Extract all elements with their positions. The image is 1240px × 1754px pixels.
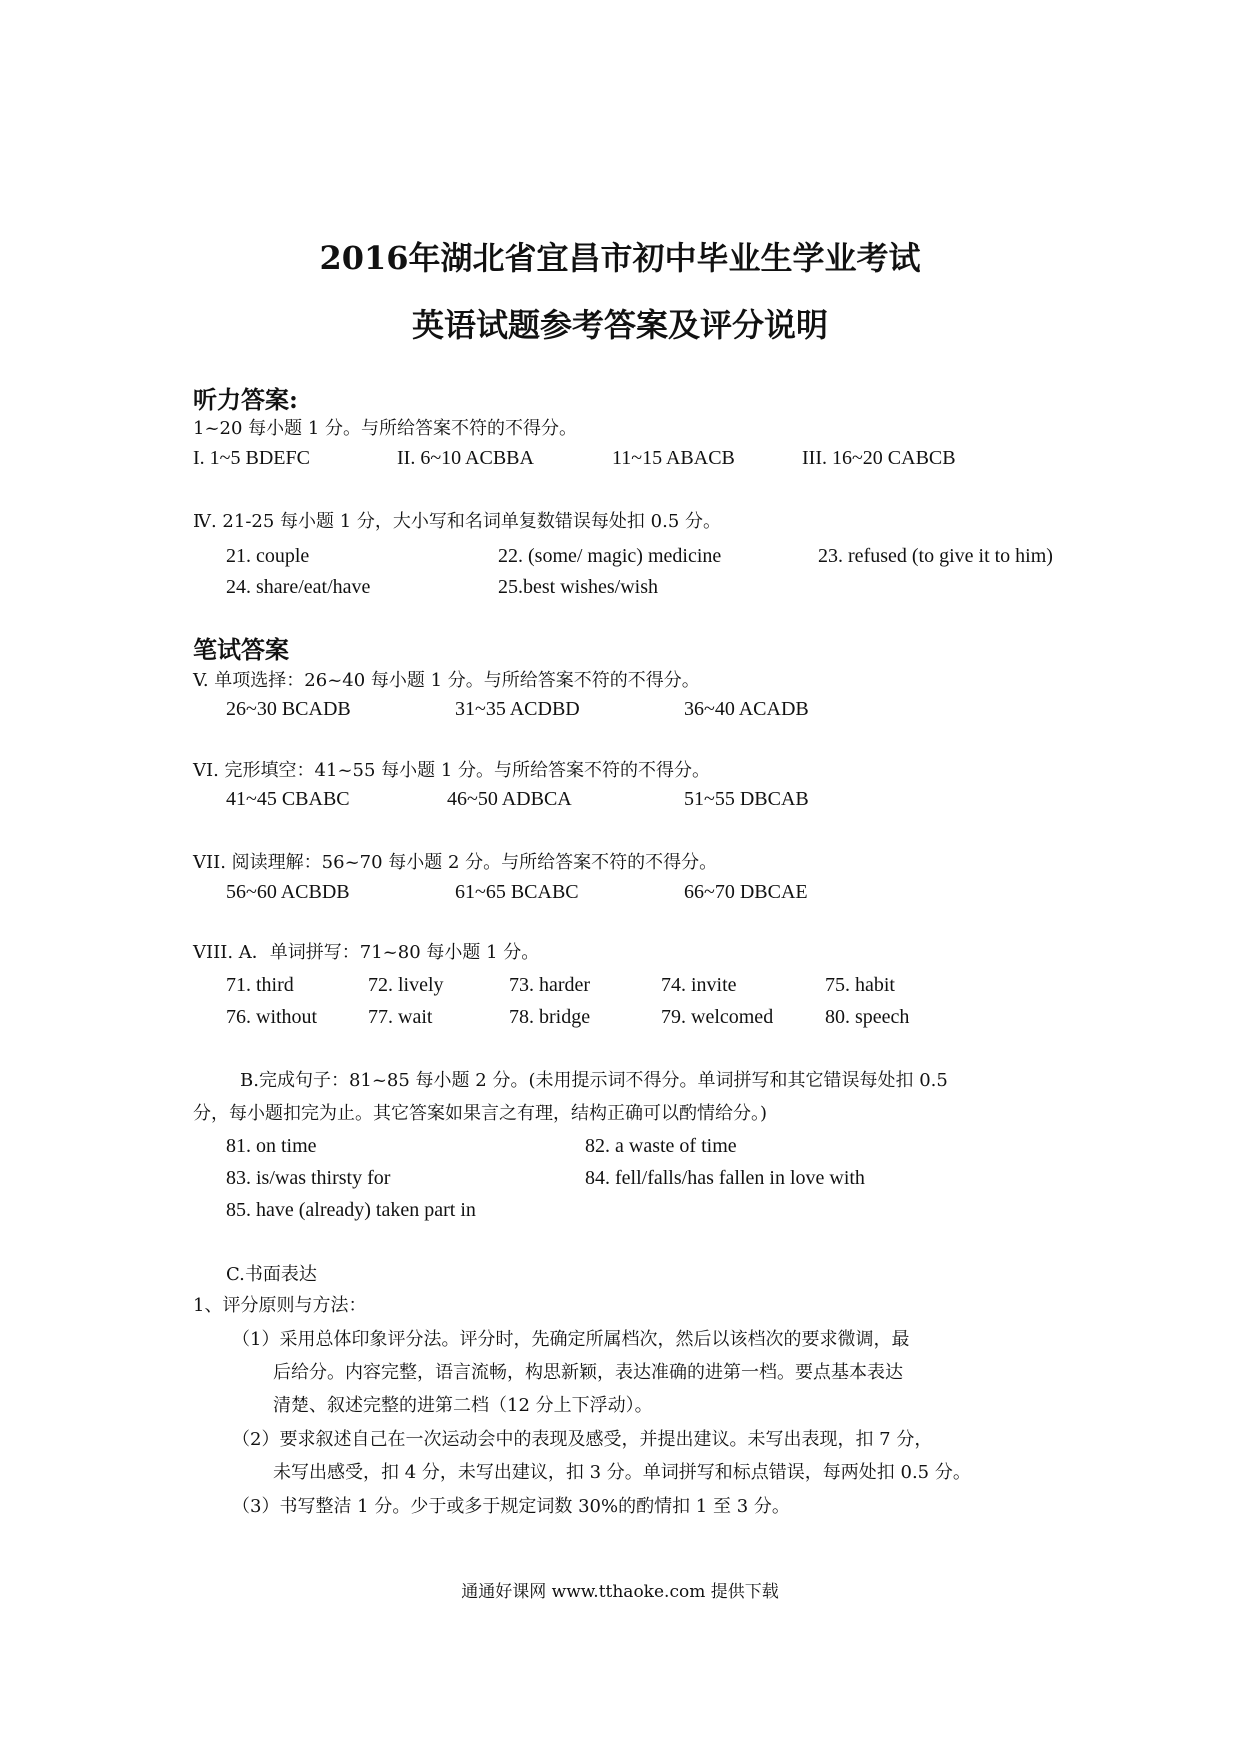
listening-answer-4: III. 16~20 CABCB: [802, 447, 956, 469]
viii-answer-80: 80. speech: [825, 1006, 910, 1028]
part4-answer-24: 24. share/eat/have: [226, 576, 371, 598]
listening-heading: 听力答案:: [193, 385, 298, 414]
section-v-answer-1: 26~30 BCADB: [226, 698, 351, 720]
section-vii-answer-3: 66~70 DBCAE: [684, 881, 808, 903]
section-viii-note: VIII. A．单词拼写：71~80 每小题 1 分。: [193, 942, 540, 963]
part4-answer-22: 22. (some/ magic) medicine: [498, 545, 722, 567]
listening-note: 1~20 每小题 1 分。与所给答案不符的不得分。: [193, 418, 578, 439]
page-footer: 通通好课网 www.tthaoke.com 提供下载: [461, 1582, 779, 1602]
viii-answer-76: 76. without: [226, 1006, 318, 1028]
viii-answer-79: 79. welcomed: [661, 1006, 774, 1028]
section-vi-answer-3: 51~55 DBCAB: [684, 788, 809, 810]
b-answer-85: 85. have (already) taken part in: [226, 1199, 476, 1221]
section-c-heading: C.书面表达: [226, 1264, 317, 1285]
section-vii-answer-2: 61~65 BCABC: [455, 881, 579, 903]
viii-answer-73: 73. harder: [509, 974, 591, 996]
section-vi-note: VI. 完形填空：41~55 每小题 1 分。与所给答案不符的不得分。: [193, 760, 711, 781]
viii-answer-75: 75. habit: [825, 974, 895, 996]
c-item2-line2: 未写出感受，扣 4 分，未写出建议，扣 3 分。单词拼写和标点错误，每两处扣 0.5 分。: [273, 1462, 971, 1483]
written-heading: 笔试答案: [193, 635, 289, 664]
c-principle: 1、评分原则与方法：: [193, 1295, 367, 1316]
page-subtitle: 英语试题参考答案及评分说明: [411, 306, 828, 344]
viii-answer-78: 78. bridge: [509, 1006, 591, 1028]
viii-answer-71: 71. third: [226, 974, 294, 996]
listening-answer-1: I. 1~5 BDEFC: [193, 447, 310, 469]
part4-answer-25: 25.best wishes/wish: [498, 576, 658, 598]
listening-answer-2: II. 6~10 ACBBA: [397, 447, 534, 469]
c-item3: （3）书写整洁 1 分。少于或多于规定词数 30%的酌情扣 1 至 3 分。: [232, 1496, 790, 1517]
part4-answer-21: 21. couple: [226, 545, 310, 567]
section-b-note-line2: 分，每小题扣完为止。其它答案如果言之有理，结构正确可以酌情给分。): [193, 1103, 768, 1124]
section-vii-answer-1: 56~60 ACBDB: [226, 881, 350, 903]
c-item1-line2: 后给分。内容完整，语言流畅，构思新颖，表达准确的进第一档。要点基本表达: [273, 1362, 903, 1383]
viii-answer-74: 74. invite: [661, 974, 737, 996]
c-item1-line1: （1）采用总体印象评分法。评分时，先确定所属档次，然后以该档次的要求微调，最: [232, 1329, 910, 1350]
b-answer-83: 83. is/was thirsty for: [226, 1167, 391, 1189]
section-v-answer-2: 31~35 ACDBD: [455, 698, 580, 720]
b-answer-82: 82. a waste of time: [585, 1135, 737, 1157]
part4-answer-23: 23. refused (to give it to him): [818, 545, 1053, 567]
part4-note: Ⅳ. 21-25 每小题 1 分，大小写和名词单复数错误每处扣 0.5 分。: [193, 511, 722, 532]
section-vi-answer-2: 46~50 ADBCA: [447, 788, 572, 810]
section-v-answer-3: 36~40 ACADB: [684, 698, 809, 720]
page-title: 2016年湖北省宜昌市初中毕业生学业考试: [319, 239, 921, 277]
listening-answer-3: 11~15 ABACB: [612, 447, 735, 469]
section-vii-note: VII. 阅读理解：56~70 每小题 2 分。与所给答案不符的不得分。: [193, 852, 718, 873]
c-item1-line3: 清楚、叙述完整的进第二档（12 分上下浮动）。: [273, 1395, 653, 1416]
viii-answer-72: 72. lively: [368, 974, 444, 996]
section-b-note-line1: B.完成句子：81~85 每小题 2 分。(未用提示词不得分。单词拼写和其它错误每处扣 0.5: [240, 1070, 948, 1091]
section-vi-answer-1: 41~45 CBABC: [226, 788, 350, 810]
section-v-note: V. 单项选择：26~40 每小题 1 分。与所给答案不符的不得分。: [193, 670, 700, 691]
b-answer-81: 81. on time: [226, 1135, 317, 1157]
b-answer-84: 84. fell/falls/has fallen in love with: [585, 1167, 865, 1189]
c-item2-line1: （2）要求叙述自己在一次运动会中的表现及感受，并提出建议。未写出表现，扣 7 分，: [232, 1429, 933, 1450]
viii-answer-77: 77. wait: [368, 1006, 433, 1028]
